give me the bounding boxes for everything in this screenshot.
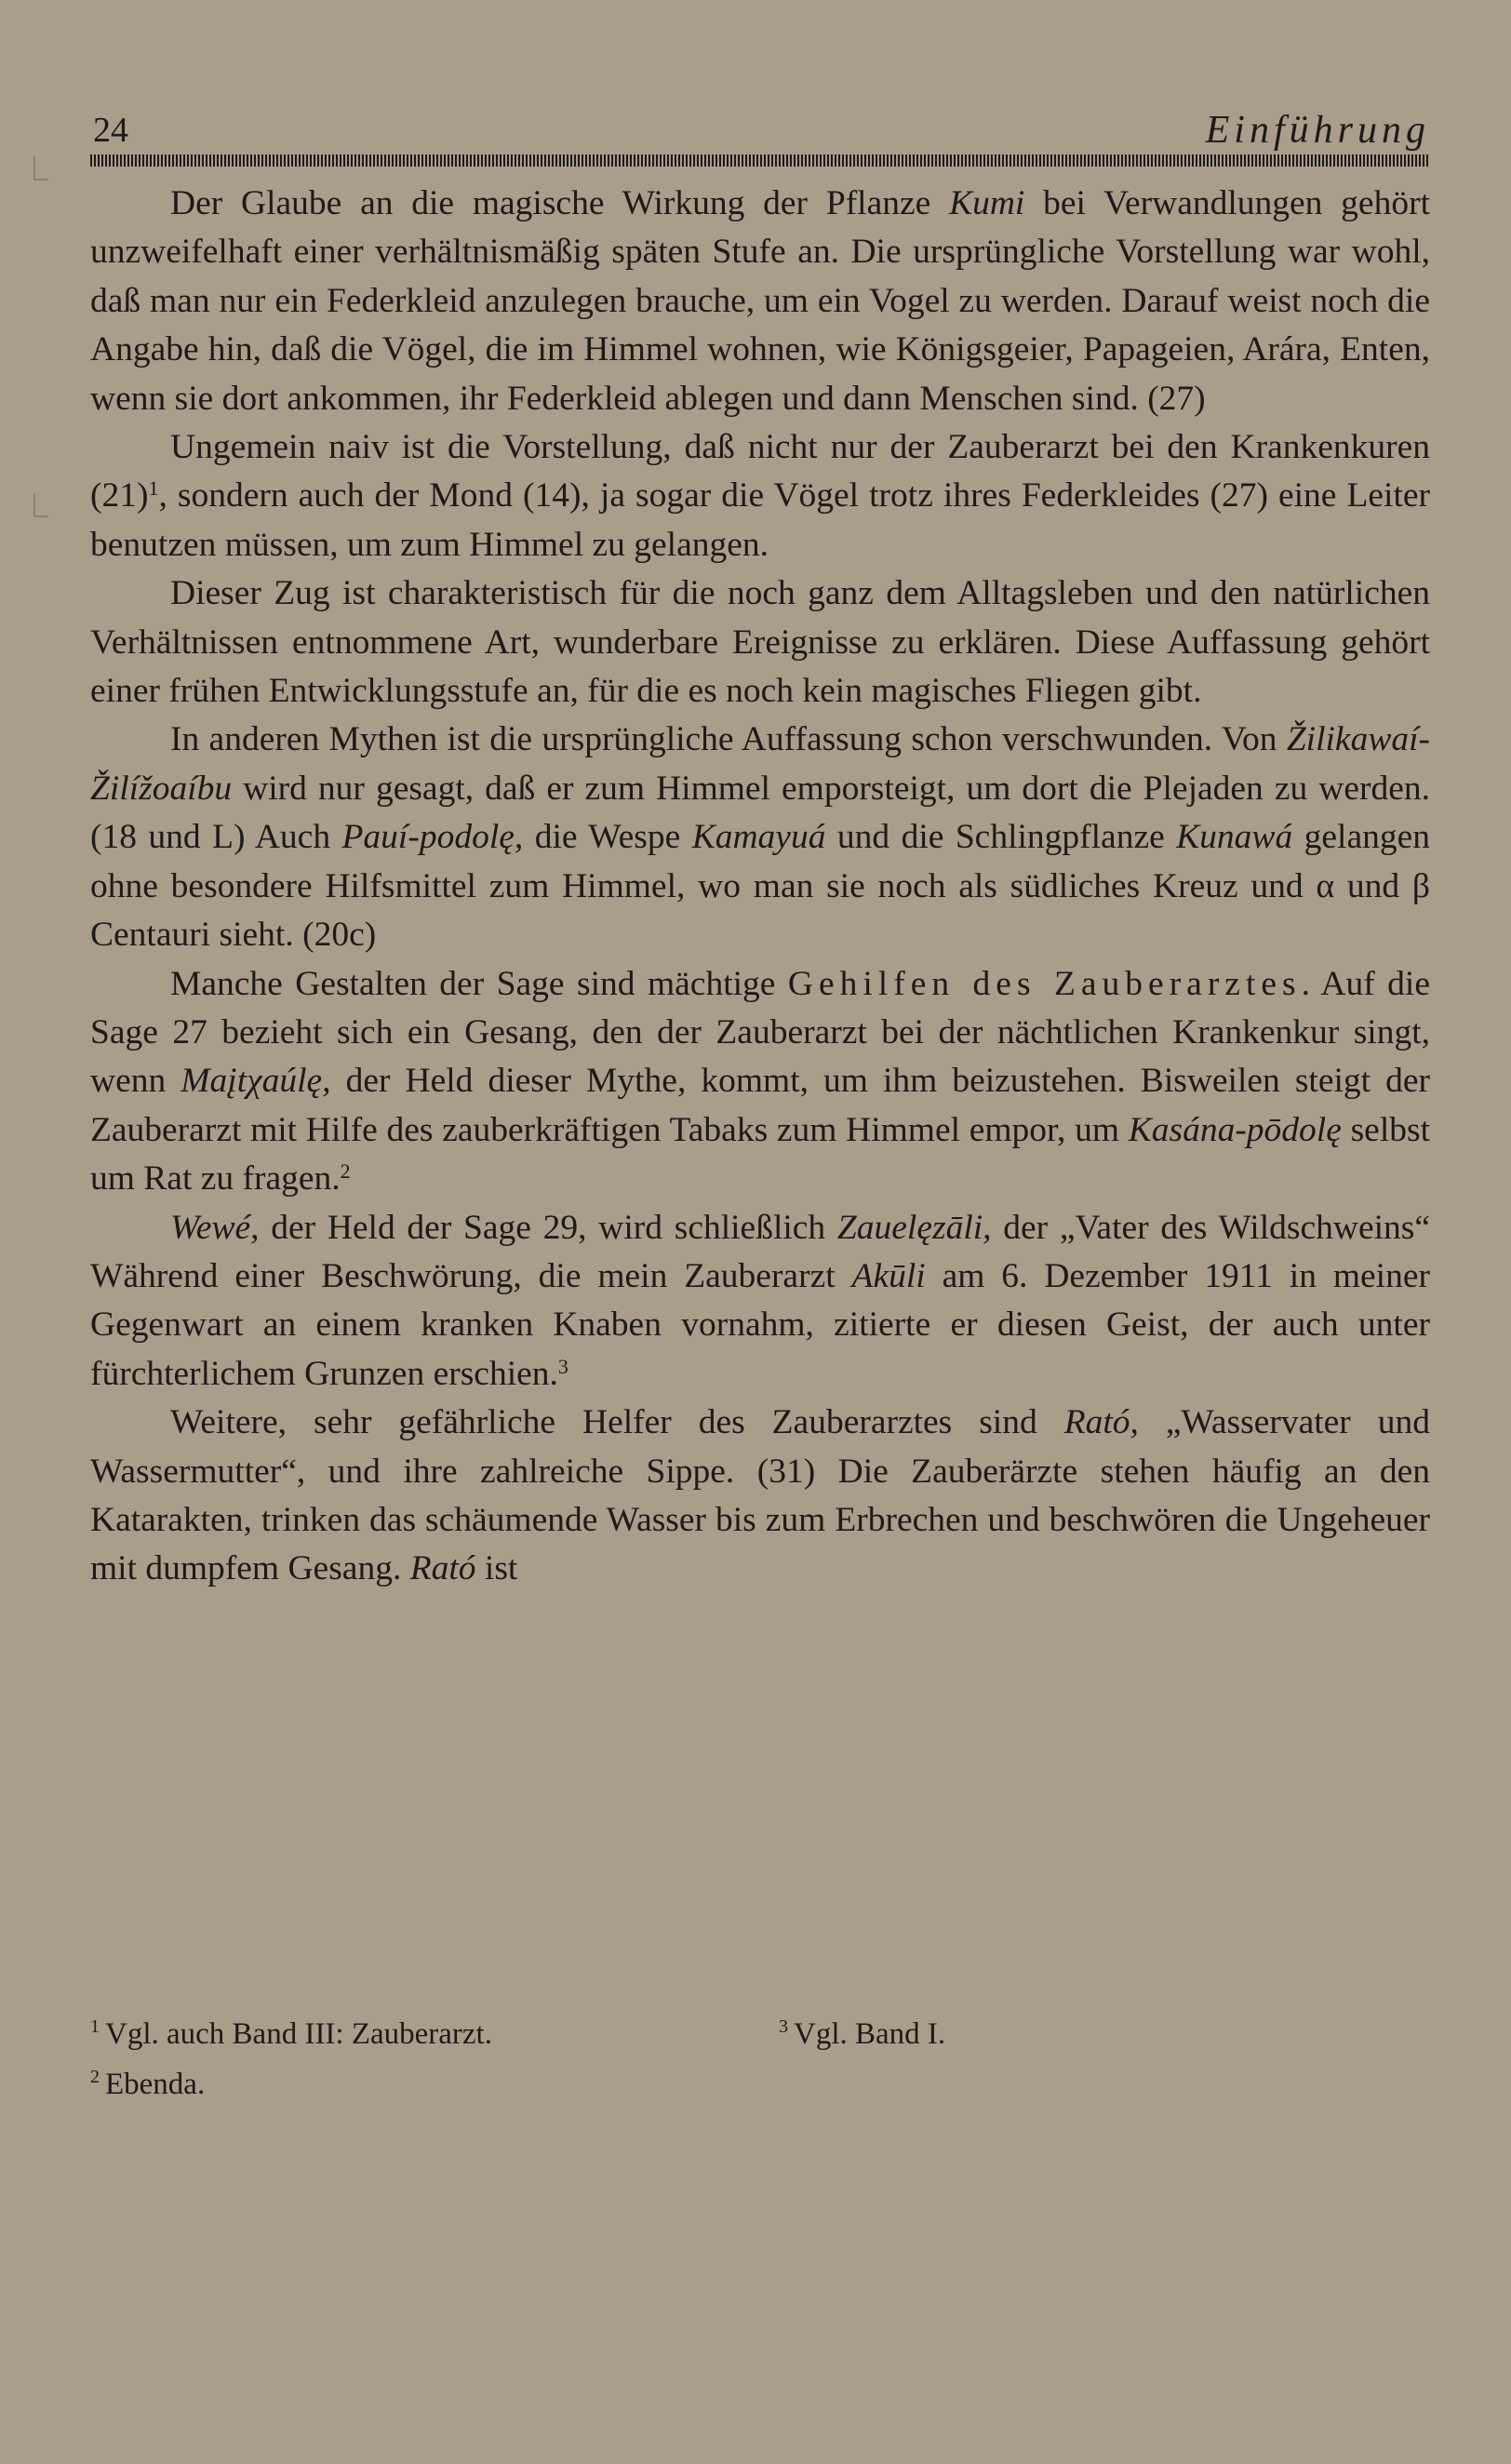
paragraph (90, 180, 1430, 423)
italic-term: Kasána-pōdolę (1128, 1110, 1342, 1149)
footnote-3 (779, 2005, 1337, 2056)
footnote-reference: 1 (148, 476, 159, 501)
page-number: 24 (93, 111, 128, 150)
text-run: ist (475, 1549, 518, 1588)
text-run: wird nur gesagt, daß er zum Himmel emporsteigt, um dort die Plejaden zu werden. (18 und L) Auch (90, 769, 1430, 857)
footnote-text: Ebenda. (105, 2068, 206, 2101)
text-run: In anderen Mythen ist die ursprüngliche Auffassung schon verschwunden. Von (170, 720, 1287, 759)
italic-term: Kumi (949, 184, 1025, 222)
text-run: „Wasservater und Wassermutter“, und ihre zahlreiche Sippe. (31) Die Zauberärzte stehen häufig an den Katarakten, trinken das schäumende Wasser bis zum Erbrechen und beschwören die Ungeheuer mit dumpfem Gesang. (90, 1403, 1430, 1588)
paragraph (90, 423, 1430, 569)
italic-term: Wewé, (170, 1208, 260, 1247)
italic-term: Rató, (1063, 1403, 1139, 1442)
footnote-row (90, 2005, 1430, 2056)
footnotes (90, 2005, 1430, 2106)
emphasized-phrase: Gehilfen des Zauberarztes (787, 964, 1302, 1003)
text-run: der „Vater des Wildschweins“ Während einer Beschwörung, die mein Zauberarzt (90, 1208, 1430, 1295)
italic-term: Žilikawaí-Žilížoaíbu (90, 720, 1430, 808)
paragraph (90, 569, 1430, 716)
margin-mark-top (33, 156, 48, 181)
book-page (90, 110, 1430, 1594)
paragraph (90, 960, 1430, 1204)
footnote-text: Vgl. Band I. (794, 2017, 946, 2051)
text-run: Der Glaube an die magische Wirkung der Pflanze (170, 184, 950, 222)
text-run: der Held dieser Mythe, kommt, um ihm beizustehen. Bisweilen steigt der Zauberarzt mit Hilfe des zauberkräftigen Tabaks zum Himmel empor, um (90, 1062, 1430, 1149)
italic-term: Maįtχaúlę, (181, 1062, 331, 1101)
italic-term: Rató (409, 1549, 476, 1588)
italic-term: Kamayuá (691, 818, 826, 857)
running-head: Einführung (1205, 109, 1430, 152)
footnote-reference: 3 (557, 1354, 568, 1378)
text-run: Weitere, sehr gefährliche Helfer des Zauberarztes sind (170, 1403, 1064, 1442)
page-header (90, 110, 1430, 154)
text-run: , sondern auch der Mond (14), ja sogar die Vögel trotz ihres Federkleides (27) eine Leiter benutzen müssen, um zum Himmel zu gelangen. (90, 476, 1430, 564)
body-text (90, 180, 1430, 1594)
text-run: selbst um Rat zu fragen. (90, 1110, 1431, 1199)
header-rule (90, 154, 1430, 167)
footnote-text: Vgl. auch Band III: Zauberarzt. (105, 2017, 492, 2051)
italic-term: Pauí-podolę, (341, 818, 524, 857)
paragraph (90, 1399, 1430, 1594)
text-run: . Auf die Sage 27 bezieht sich ein Gesang, den der Zauberarzt bei der nächtlichen Krankenkur singt, wenn (90, 964, 1430, 1101)
text-run: die Wespe (523, 818, 692, 857)
text-run: Ungemein naiv ist die Vorstellung, daß nicht nur der Zauberarzt bei den Krankenkuren (21) (90, 428, 1430, 516)
text-run: und die Schlingpflanze (825, 818, 1177, 857)
footnote-1 (90, 2005, 779, 2056)
italic-term: Zauelęzāli, (836, 1208, 992, 1247)
footnote-reference: 2 (340, 1159, 351, 1184)
footnote-mark: 2 (90, 2067, 100, 2087)
text-run: bei Verwandlungen gehört unzweifelhaft einer verhältnismäßig späten Stufe an. Die ursprüngliche Vorstellung war wohl, daß man nur ein Federkleid anzulegen brauche, um ein Vogel zu werden. Darauf weist noch die Angabe hin, daß die Vögel, die im Himmel wohnen, wie Königsgeier, Papageien, Arára, Enten, wenn sie dort ankommen, ihr Federkleid ablegen und dann Menschen sind. (27) (90, 184, 1430, 418)
footnote-mark: 3 (779, 2016, 788, 2037)
text-run: gelangen ohne besondere Hilfsmittel zum Himmel, wo man sie noch als südliches Kreuz und α und β Centauri sieht. (20c) (90, 818, 1430, 955)
italic-term: Akūli (851, 1256, 926, 1295)
text-run: Manche Gestalten der Sage sind mächtige (170, 964, 788, 1003)
footnote-row (90, 2056, 1430, 2106)
text-run: Dieser Zug ist charakteristisch für die noch ganz dem Alltagsleben und den natürlichen Verhältnissen entnommene Art, wunderbare Ereignisse zu erklären. Diese Auffassung gehört einer frühen Entwicklungsstufe an, für die es noch kein magisches Fliegen gibt. (90, 574, 1430, 711)
text-run: der Held der Sage 29, wird schließlich (259, 1208, 837, 1247)
footnote-mark: 1 (90, 2016, 100, 2037)
paragraph (90, 716, 1430, 959)
paragraph (90, 1204, 1430, 1399)
italic-term: Kunawá (1176, 818, 1293, 857)
footnote-2 (90, 2056, 779, 2106)
margin-mark-middle (33, 493, 48, 517)
text-run: am 6. Dezember 1911 in meiner Gegenwart an einem kranken Knaben vornahm, zitierte er diesen Geist, der auch unter fürchterlichem Grunzen erschien. (90, 1256, 1430, 1393)
